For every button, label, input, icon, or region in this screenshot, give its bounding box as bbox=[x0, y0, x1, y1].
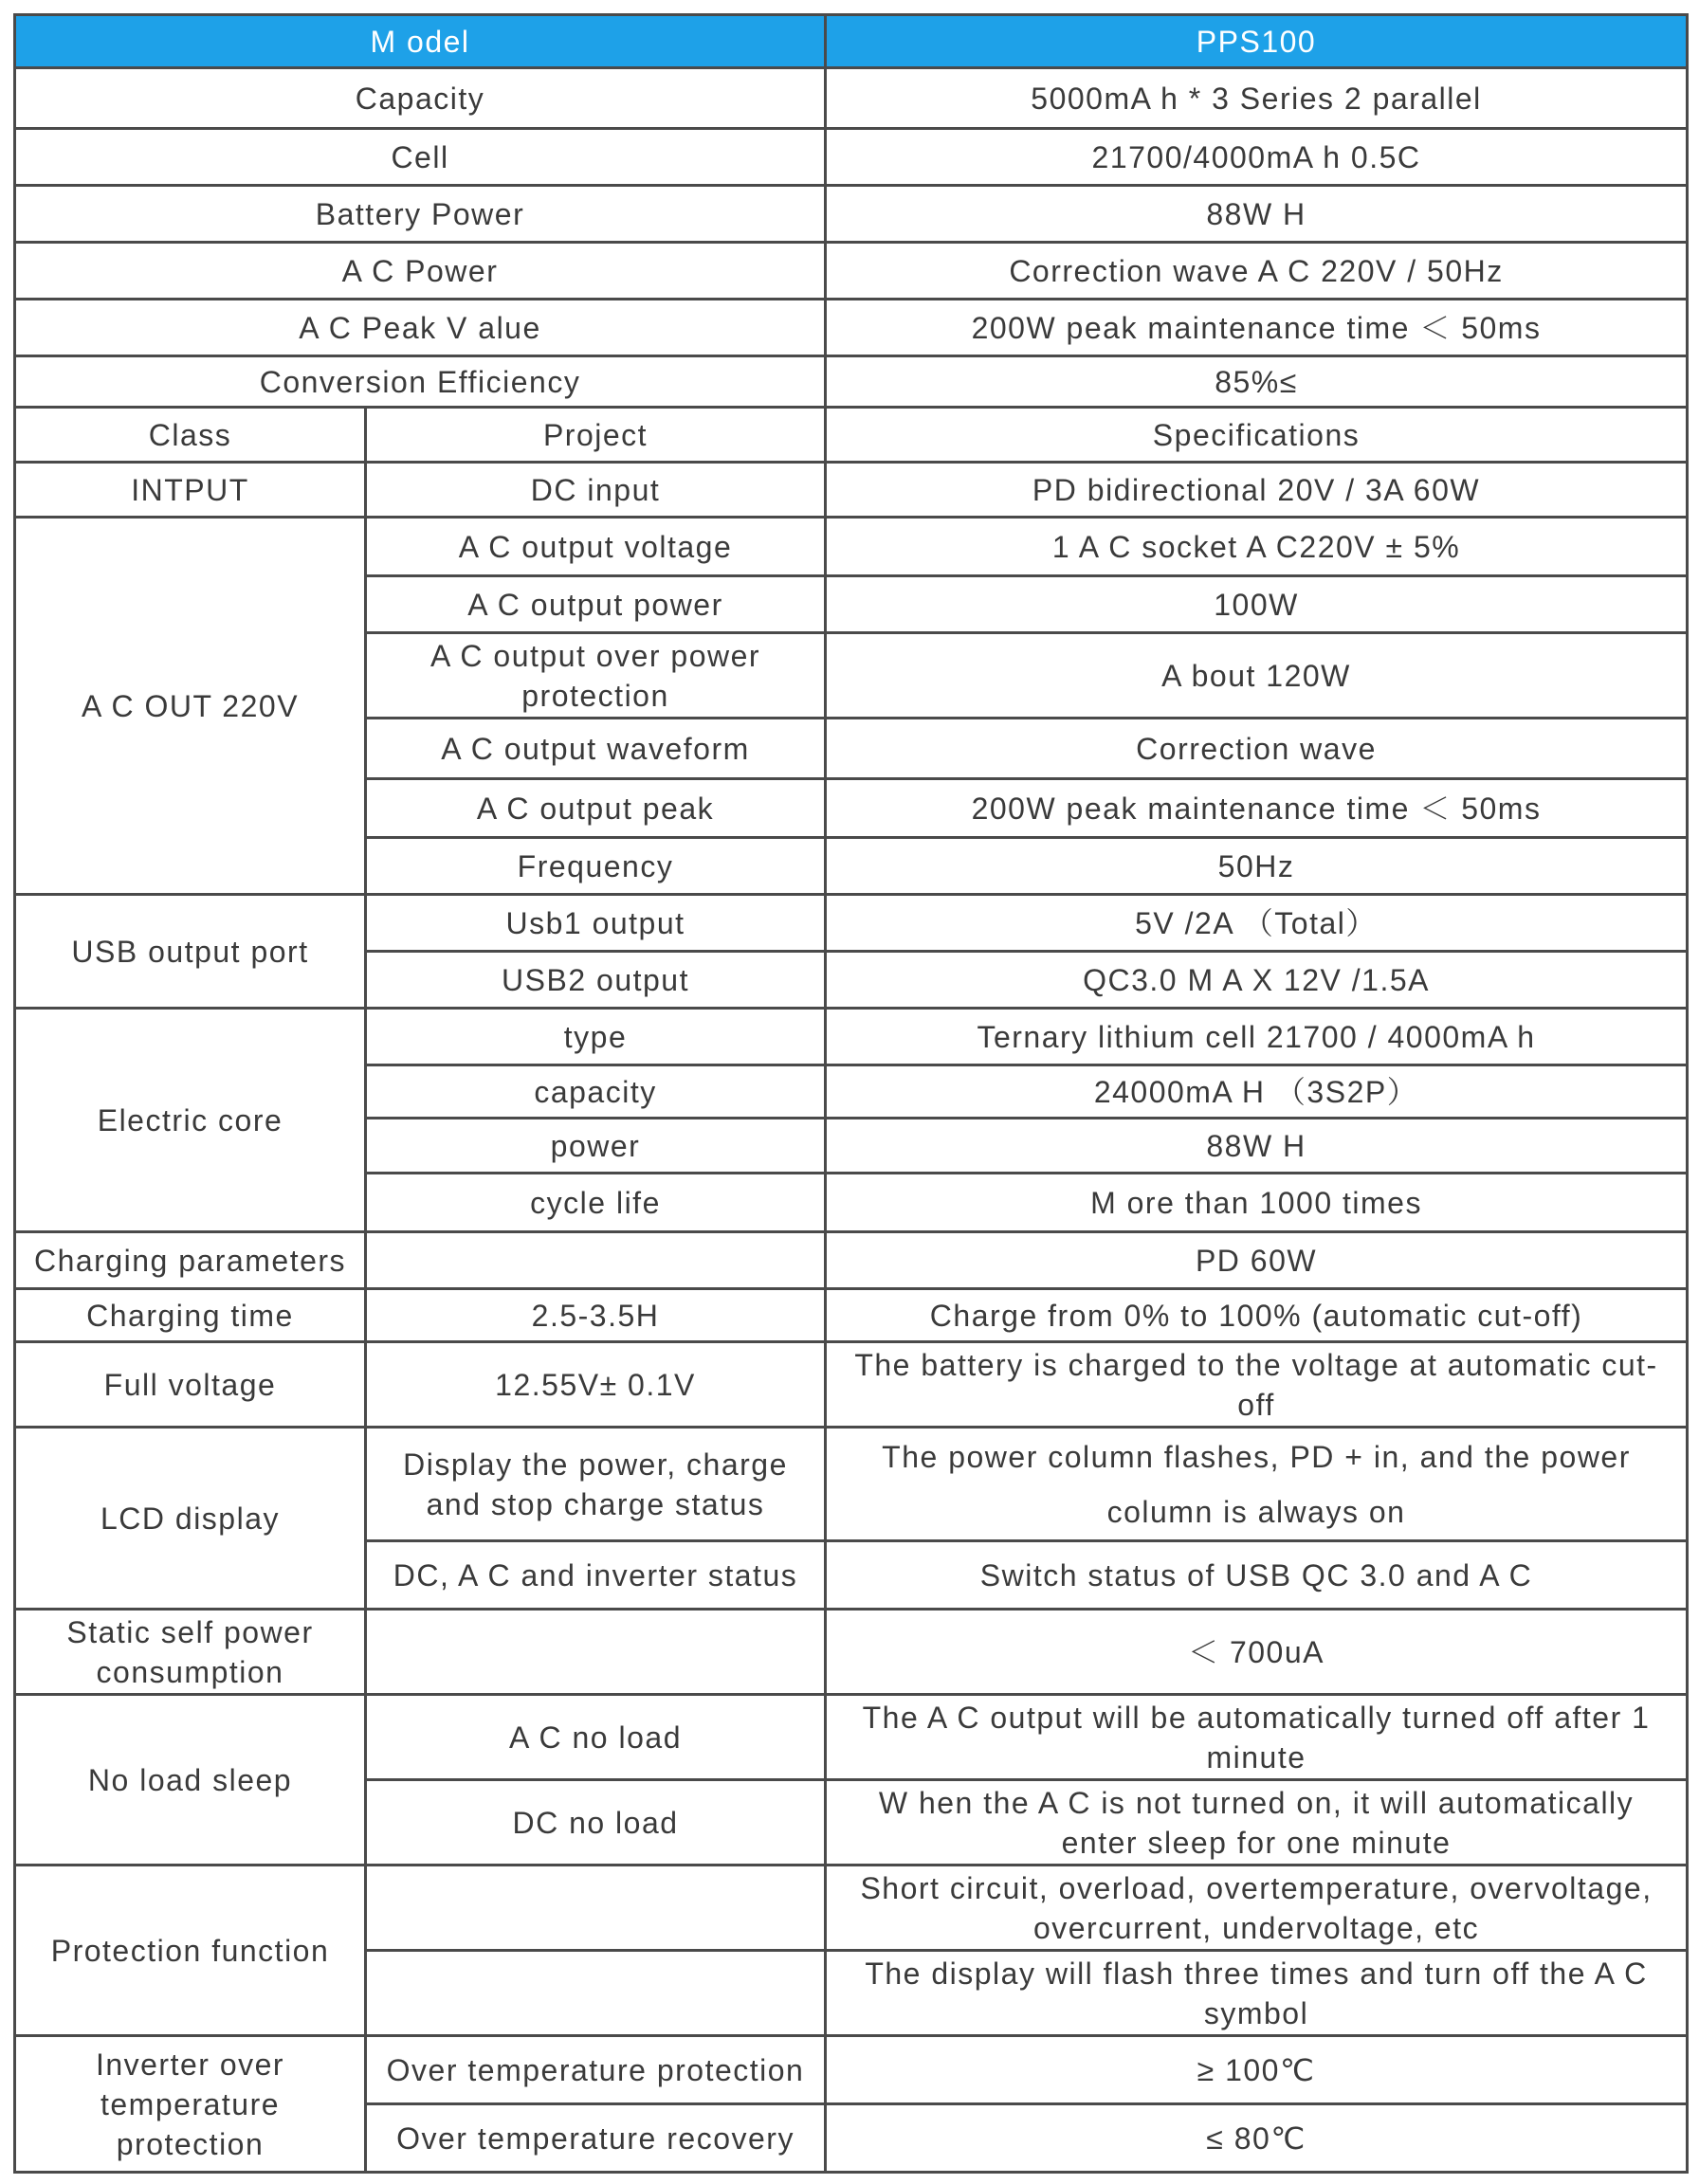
project-cell bbox=[366, 1951, 826, 2036]
column-header-class: Class bbox=[15, 408, 366, 463]
project-cell: Over temperature protection bbox=[366, 2036, 826, 2104]
project-cell bbox=[366, 1866, 826, 1951]
spec-cell: ≥ 100℃ bbox=[826, 2036, 1688, 2104]
spec-cell: M ore than 1000 times bbox=[826, 1174, 1688, 1232]
spec-cell: 200W peak maintenance time ＜ 50ms bbox=[826, 779, 1688, 838]
table-row bbox=[15, 1866, 1688, 1951]
spec-cell: 24000mA H （3S2P） bbox=[826, 1065, 1688, 1119]
class-cell: Inverter over temperature protection bbox=[15, 2036, 366, 2173]
spec-cell: PD 60W bbox=[826, 1232, 1688, 1289]
spec-cell: ≤ 80℃ bbox=[826, 2104, 1688, 2173]
summary-row bbox=[15, 356, 1688, 408]
class-cell: A C OUT 220V bbox=[15, 518, 366, 895]
project-cell bbox=[366, 1610, 826, 1695]
spec-table bbox=[13, 13, 1689, 2174]
spec-cell: The display will flash three times and turn off the A C symbol bbox=[826, 1951, 1688, 2036]
model-label: M odel bbox=[15, 15, 826, 68]
table-row bbox=[15, 1428, 1688, 1541]
column-header-row bbox=[15, 408, 1688, 463]
project-cell: 12.55V± 0.1V bbox=[366, 1342, 826, 1428]
spec-cell: 5V /2A （Total） bbox=[826, 895, 1688, 952]
spec-cell: W hen the A C is not turned on, it will automatically enter sleep for one minute bbox=[826, 1780, 1688, 1866]
spec-cell: PD bidirectional 20V / 3A 60W bbox=[826, 463, 1688, 518]
spec-cell: A bout 120W bbox=[826, 633, 1688, 719]
class-cell: USB output port bbox=[15, 895, 366, 1009]
spec-cell: 88W H bbox=[826, 1119, 1688, 1174]
class-cell: LCD display bbox=[15, 1428, 366, 1610]
spec-cell: Correction wave bbox=[826, 719, 1688, 779]
summary-row bbox=[15, 300, 1688, 356]
project-cell: 2.5-3.5H bbox=[366, 1289, 826, 1342]
spec-cell: Short circuit, overload, overtemperature, overvoltage, overcurrent, undervoltage, etc bbox=[826, 1866, 1688, 1951]
table-row bbox=[15, 518, 1688, 576]
model-value: PPS100 bbox=[826, 15, 1688, 68]
project-cell: A C output power bbox=[366, 576, 826, 633]
summary-row bbox=[15, 243, 1688, 300]
project-cell: Display the power, charge and stop charge status bbox=[366, 1428, 826, 1541]
table-row bbox=[15, 1695, 1688, 1780]
project-cell: Usb1 output bbox=[366, 895, 826, 952]
summary-row bbox=[15, 68, 1688, 129]
project-cell: Frequency bbox=[366, 838, 826, 895]
spec-cell: 50Hz bbox=[826, 838, 1688, 895]
column-header-specifications: Specifications bbox=[826, 408, 1688, 463]
table-row bbox=[15, 1009, 1688, 1065]
table-row bbox=[15, 463, 1688, 518]
class-cell: Protection function bbox=[15, 1866, 366, 2036]
project-cell: Over temperature recovery bbox=[366, 2104, 826, 2173]
project-cell: cycle life bbox=[366, 1174, 826, 1232]
spec-cell: 100W bbox=[826, 576, 1688, 633]
project-cell: type bbox=[366, 1009, 826, 1065]
summary-value: 5000mA h * 3 Series 2 parallel bbox=[826, 68, 1688, 129]
spec-cell: The A C output will be automatically turned off after 1 minute bbox=[826, 1695, 1688, 1780]
project-cell: A C output peak bbox=[366, 779, 826, 838]
spec-cell: The power column flashes, PD + in, and the power column is always on bbox=[826, 1428, 1688, 1541]
summary-label: A C Power bbox=[15, 243, 826, 300]
project-cell: A C output over power protection bbox=[366, 633, 826, 719]
project-cell: A C output waveform bbox=[366, 719, 826, 779]
table-row bbox=[15, 895, 1688, 952]
summary-value: 88W H bbox=[826, 186, 1688, 243]
spec-cell: ＜ 700uA bbox=[826, 1610, 1688, 1695]
project-cell: DC no load bbox=[366, 1780, 826, 1866]
spec-cell: Ternary lithium cell 21700 / 4000mA h bbox=[826, 1009, 1688, 1065]
summary-label: Capacity bbox=[15, 68, 826, 129]
class-cell: INTPUT bbox=[15, 463, 366, 518]
summary-label: Cell bbox=[15, 129, 826, 186]
summary-value: 21700/4000mA h 0.5C bbox=[826, 129, 1688, 186]
project-cell: USB2 output bbox=[366, 952, 826, 1009]
spec-cell: Switch status of USB QC 3.0 and A C bbox=[826, 1541, 1688, 1610]
project-cell: DC input bbox=[366, 463, 826, 518]
project-cell bbox=[366, 1232, 826, 1289]
spec-cell: Charge from 0% to 100% (automatic cut-off) bbox=[826, 1289, 1688, 1342]
table-row bbox=[15, 1289, 1688, 1342]
summary-row bbox=[15, 129, 1688, 186]
summary-value: 85%≤ bbox=[826, 356, 1688, 408]
summary-value: Correction wave A C 220V / 50Hz bbox=[826, 243, 1688, 300]
table-row bbox=[15, 1342, 1688, 1428]
header-row bbox=[15, 15, 1688, 68]
table-row bbox=[15, 1610, 1688, 1695]
class-cell: Static self power consumption bbox=[15, 1610, 366, 1695]
column-header-project: Project bbox=[366, 408, 826, 463]
summary-value: 200W peak maintenance time ＜ 50ms bbox=[826, 300, 1688, 356]
project-cell: DC, A C and inverter status bbox=[366, 1541, 826, 1610]
project-cell: A C output voltage bbox=[366, 518, 826, 576]
spec-cell: 1 A C socket A C220V ± 5% bbox=[826, 518, 1688, 576]
class-cell: Charging time bbox=[15, 1289, 366, 1342]
summary-row bbox=[15, 186, 1688, 243]
summary-label: Conversion Efficiency bbox=[15, 356, 826, 408]
class-cell: Full voltage bbox=[15, 1342, 366, 1428]
class-cell: Electric core bbox=[15, 1009, 366, 1232]
spec-cell: QC3.0 M A X 12V /1.5A bbox=[826, 952, 1688, 1009]
summary-label: A C Peak V alue bbox=[15, 300, 826, 356]
table-row bbox=[15, 2036, 1688, 2104]
project-cell: capacity bbox=[366, 1065, 826, 1119]
project-cell: power bbox=[366, 1119, 826, 1174]
class-cell: No load sleep bbox=[15, 1695, 366, 1866]
table-row bbox=[15, 1232, 1688, 1289]
summary-label: Battery Power bbox=[15, 186, 826, 243]
spec-cell: The battery is charged to the voltage at automatic cut-off bbox=[826, 1342, 1688, 1428]
project-cell: A C no load bbox=[366, 1695, 826, 1780]
class-cell: Charging parameters bbox=[15, 1232, 366, 1289]
